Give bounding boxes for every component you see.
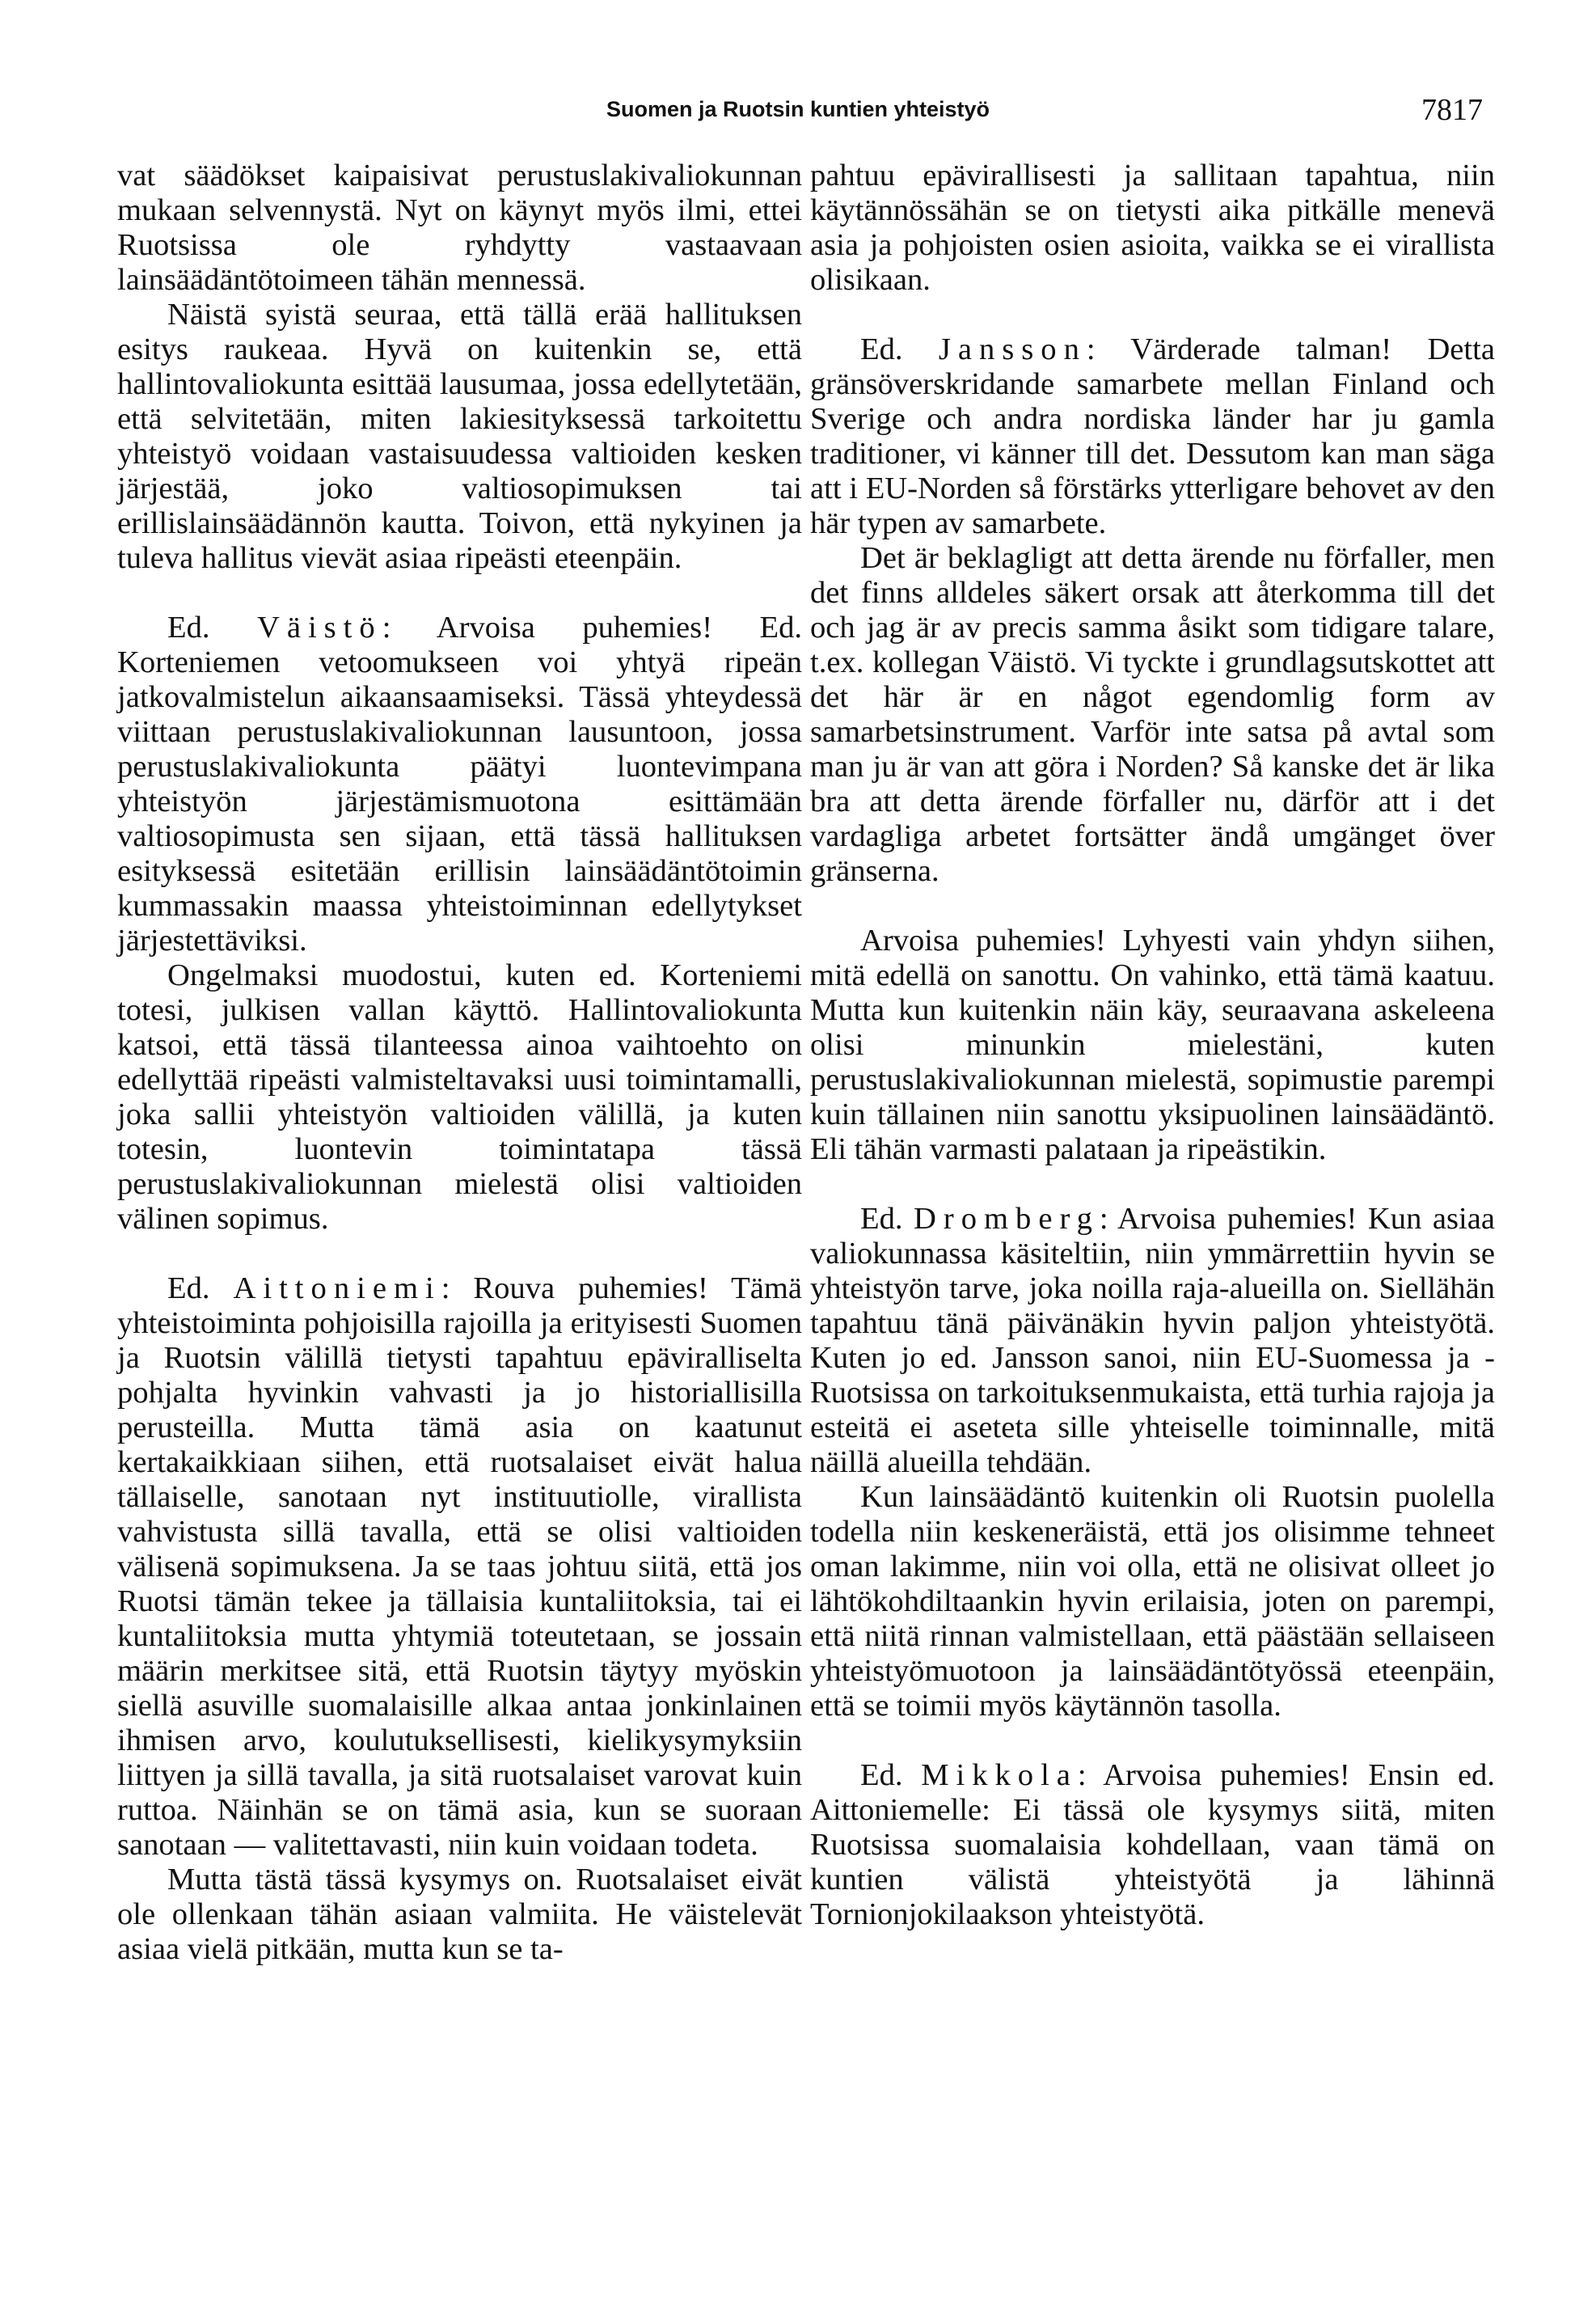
speech-prefix: Ed. (860, 332, 903, 366)
speaker-name: Mikkola (921, 1758, 1078, 1792)
speech-text: : Arvoisa puhemies! Ensin ed. Aittoniemelle: Ei tässä ole kysymys siitä, miten Ruotsissa suomalaisia kohdellaan, vaan tämä on kuntien välistä yhteistyötä ja lähinnä Tornionjokilaakson yhteistyötä. (810, 1758, 1495, 1931)
speech-vaisto (117, 611, 802, 958)
paragraph: Arvoisa puhemies! Lyhyesti vain yhdyn siihen, mitä edellä on sanottu. On vahinko, että tämä kaatuu. Mutta kun kuitenkin näin käy, seuraavana askeleena olisi minunkin mielestäni, kuten perustuslakivaliokunnan mielestä, sopimustie parempi kuin tällainen niin sanottu yksipuolinen lainsäädäntö. Eli tähän varmasti palataan ja ripeästikin. (810, 924, 1495, 1166)
paragraph: Kun lainsäädäntö kuitenkin oli Ruotsin puolella todella niin keskeneräistä, että jos olisimme tehneet oman lakimme, niin voi olla, että ne olisivat olleet jo lähtökohdiltaankin hyvin erilaisia, joten on parempi, että niitä rinnan valmistellaan, että päästään sellaiseen yhteistyömuotoon ja lainsäädäntötyössä eteenpäin, että se toimii myös käytännön tasolla. (810, 1480, 1495, 1723)
speech-prefix: Ed. (860, 1758, 903, 1792)
paragraph: Mutta tästä tässä kysymys on. Ruotsalaiset eivät ole ollenkaan tähän asiaan valmiita. He väistelevät asiaa vielä pitkään, mutta kun se ta- (117, 1863, 802, 1966)
speech-prefix: Ed. (167, 611, 210, 645)
right-column (810, 159, 1495, 1932)
speaker-name: Jansson (938, 332, 1087, 366)
speaker-name: Väistö (256, 611, 382, 645)
speech-text: : Arvoisa puhemies! Ed. Korteniemen vetoomukseen voi yhtyä ripeän jatkovalmistelun aikaansaamiseksi. Tässä yhteydessä viittaan perustuslakivaliokunnan lausuntoon, jossa perustuslakivaliokunta päätyi luontevimpana yhteistyön järjestämismuotona esittämään valtiosopimusta sen sijaan, että tässä hallituksen esityksessä esitetään erillisin lainsäädäntötoimin kummassakin maassa yhteistoiminnan edellytykset järjestettäviksi. (117, 611, 802, 958)
paragraph: Ongelmaksi muodostui, kuten ed. Korteniemi totesi, julkisen vallan käyttö. Hallintovaliokunta katsoi, että tässä tilanteessa ainoa vaihtoehto on edellyttää ripeästi valmisteltavaksi uusi toimintamalli, joka sallii yhteistyön valtioiden välillä, ja kuten totesin, luontevin toimintatapa tässä perustuslakivaliokunnan mielestä olisi valtioiden välinen sopimus. (117, 958, 802, 1236)
speech-mikkola (810, 1758, 1495, 1932)
paragraph: Näistä syistä seuraa, että tällä erää hallituksen esitys raukeaa. Hyvä on kuitenkin se, että hallintovaliokunta esittää lausumaa, jossa edellytetään, että selvitetään, miten lakiesityksessä tarkoitettu yhteistyö voidaan vastaisuudessa valtioiden kesken järjestää, joko valtiosopimuksen tai erillislainsäädännön kautta. Toivon, että nykyinen ja tuleva hallitus vievät asiaa ripeästi eteenpäin. (117, 298, 802, 575)
paragraph: pahtuu epävirallisesti ja sallitaan tapahtua, niin käytännössähän se on tietysti aika pitkälle menevä asia ja pohjoisten osien asioita, vaikka se ei virallista olisikaan. (810, 159, 1495, 297)
speech-jansson (810, 332, 1495, 541)
running-header: Suomen ja Ruotsin kuntien yhteistyö (606, 97, 990, 121)
speech-text: : Värderade talman! Detta gränsöverskridande samarbete mellan Finland och Sverige och andra nordiska länder har ju gamla traditioner, vi känner till det. Dessutom kan man säga att i EU-Norden så förstärks ytterligare behovet av den här typen av samarbete. (810, 332, 1495, 540)
paragraph: vat säädökset kaipaisivat perustuslakivaliokunnan mukaan selvennystä. Nyt on käynyt myös ilmi, ettei Ruotsissa ole ryhdytty vastaavaan lainsäädäntötoimeen tähän mennessä. (117, 159, 802, 297)
speech-text: : Arvoisa puhemies! Kun asiaa valiokunnassa käsiteltiin, niin ymmärrettiin hyvin se yhteistyön tarve, joka noilla raja-alueilla on. Siellähän tapahtuu tänä päivänäkin hyvin paljon yhteistyötä. Kuten jo ed. Jansson sanoi, niin EU-Suomessa ja -Ruotsissa on tarkoituksenmukaista, että turhia rajoja ja esteitä ei aseteta sille yhteiselle toiminnalle, mitä näillä alueilla tehdään. (810, 1202, 1495, 1479)
speech-prefix: Ed. (860, 1202, 903, 1236)
speaker-name: Aittoniemi (233, 1271, 441, 1305)
page-number: 7817 (1421, 93, 1483, 127)
speech-prefix: Ed. (167, 1271, 210, 1305)
speaker-name: Dromberg (914, 1202, 1100, 1236)
speech-text: : Rouva puhemies! Tämä yhteistoiminta pohjoisilla rajoilla ja erityisesti Suomen ja Ruotsin välillä tietysti tapahtuu epäviralliselta pohjalta hyvinkin vahvasti ja jo historiallisilla perusteilla. Mutta tämä asia on kaatunut kertakaikkiaan siihen, että ruotsalaiset eivät halua tällaiselle, sanotaan nyt instituutiolle, virallista vahvistusta sillä tavalla, että se olisi valtioiden välisenä sopimuksena. Ja se taas johtuu siitä, että jos Ruotsi tämän tekee ja tällaisia kuntaliitoksia, tai ei kuntaliitoksia mutta yhtymiä toteutetaan, se jossain määrin merkitsee sitä, että Ruotsin täytyy myöskin siellä asuville suomalaisille alkaa antaa jonkinlainen ihmisen arvo, koulutuksellisesti, kielikysymyksiin liittyen ja sillä tavalla, ja sitä ruotsalaiset varovat kuin ruttoa. Näinhän se on tämä asia, kun se suoraan sanotaan — valitettavasti, niin kuin voidaan todeta. (117, 1271, 802, 1862)
left-column (117, 159, 802, 1967)
speech-aittoniemi (117, 1271, 802, 1863)
paragraph: Det är beklagligt att detta ärende nu förfaller, men det finns alldeles säkert orsak att återkomma till det och jag är av precis samma åsikt som tidigare talare, t.ex. kollegan Väistö. Vi tyckte i grundlagsutskottet att det här är en något egendomlig form av samarbetsinstrument. Varför inte satsa på avtal som man ju är van att göra i Norden? Så kanske det är lika bra att detta ärende förfaller nu, därför att i det vardagliga arbetet fortsätter ändå umgänget över gränserna. (810, 541, 1495, 888)
speech-dromberg (810, 1202, 1495, 1480)
